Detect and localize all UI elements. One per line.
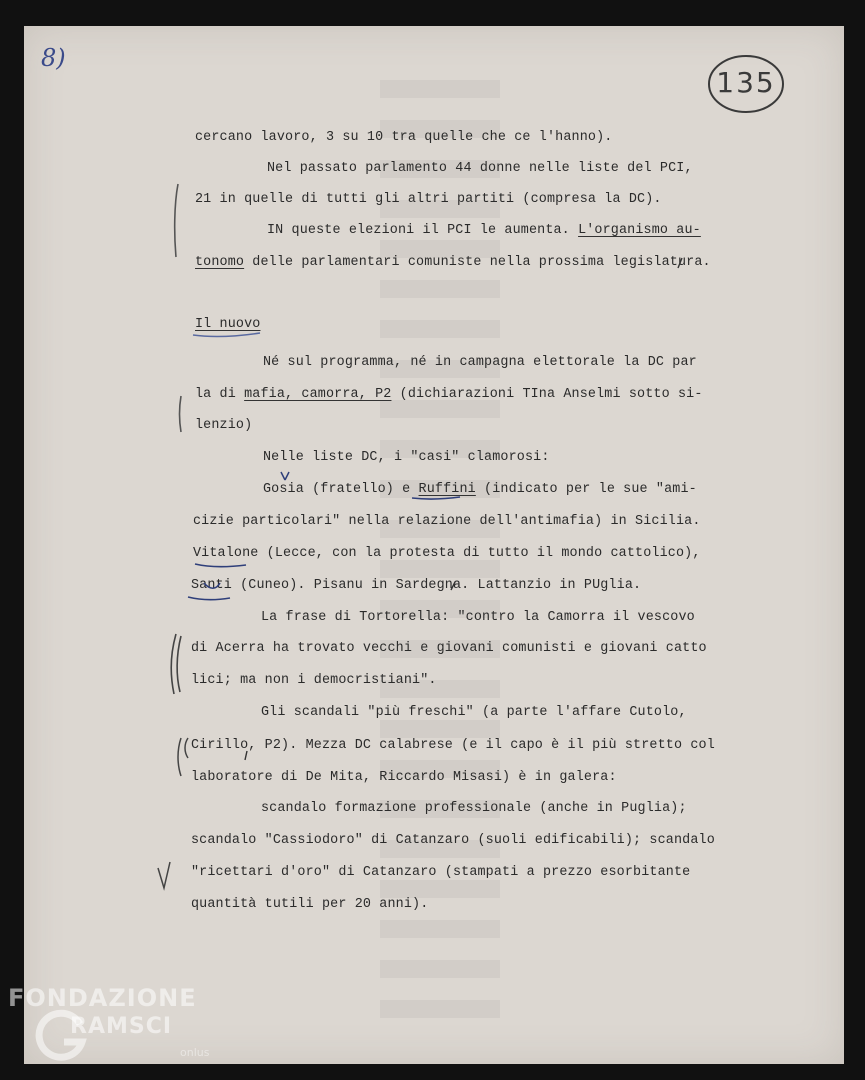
pen-underline [412, 497, 460, 499]
pen-underline [188, 597, 230, 600]
text-line: 21 in quelle di tutti gli altri partiti (compresa la DC). [195, 192, 662, 207]
watermark-line-1: FONDAZIONE [8, 984, 197, 1012]
pen-mark [245, 751, 247, 760]
pen-correction [204, 583, 220, 588]
margin-bracket-mark [178, 738, 181, 776]
text-line: Cirillo, P2). Mezza DC calabrese (e il capo è il più stretto col [191, 738, 715, 753]
pen-correction [281, 472, 289, 480]
text-line: scandalo "Cassiodoro" di Catanzaro (suoli edificabili); scandalo [191, 833, 715, 848]
text-line: IN queste elezioni il PCI le aumenta. L'organismo au- [267, 223, 701, 238]
text-line: laboratore di De Mita, Riccardo Misasi) è in galera: [191, 770, 617, 785]
underlined-text: mafia, camorra, P2 [244, 387, 392, 402]
text-line: Gli scandali "più freschi" (a parte l'affare Cutolo, [261, 705, 687, 720]
text-line: cercano lavoro, 3 su 10 tra quelle che ce l'hanno). [195, 130, 613, 145]
pen-underline [193, 333, 260, 336]
text-line: la di mafia, camorra, P2 (dichiarazioni TIna Anselmi sotto si- [195, 387, 703, 402]
handwritten-corner-mark: 8) [41, 44, 66, 72]
text-line: Né sul programma, né in campagna elettorale la DC par [263, 355, 697, 370]
text-line: Santi (Cuneo). Pisanu in Sardegna. Lattanzio in PUglia. [191, 578, 642, 593]
text-line: tonomo delle parlamentari comuniste nella prossima legislatura. [195, 255, 711, 270]
name-text: Santi [191, 578, 232, 593]
margin-bracket-mark [185, 738, 188, 758]
watermark-line-3: onlus [180, 1046, 210, 1059]
pen-mark [678, 258, 682, 268]
section-heading: Il nuovo [195, 317, 261, 332]
margin-bracket-mark [171, 634, 176, 694]
checkmark-icon [158, 862, 170, 888]
margin-bracket-mark [180, 396, 182, 432]
margin-bracket-mark [175, 184, 178, 257]
text-line: lenzio) [195, 418, 253, 433]
text-line: "ricettari d'oro" di Catanzaro (stampati a prezzo esorbitante [191, 865, 691, 880]
text-line: Nelle liste DC, i "casi" clamorosi: [263, 450, 550, 465]
underlined-text: L'organismo au- [578, 223, 701, 238]
name-text: Vitalone [193, 546, 259, 561]
text-line: cizie particolari" nella relazione dell'antimafia) in Sicilia. [193, 514, 701, 529]
text-line: Vitalone (Lecce, con la protesta di tutto il mondo cattolico), [193, 546, 701, 561]
text-line: scandalo formazione professionale (anche in Puglia); [261, 801, 687, 816]
page-number-text: 135 [716, 66, 776, 99]
watermark-logo [4, 984, 224, 1076]
pen-mark [451, 582, 455, 590]
text-line: La frase di Tortorella: "contro la Camorra il vescovo [261, 610, 695, 625]
underlined-text: tonomo [195, 255, 245, 270]
text-line: quantità tutili per 20 anni). [191, 897, 429, 912]
underlined-text: Ruffini [418, 482, 476, 497]
watermark-line-2: RAMSCI [70, 1014, 173, 1039]
text-line: Gosia (fratello) e Ruffini (indicato per le sue "ami- [263, 482, 697, 497]
text-line: di Acerra ha trovato vecchi e giovani comunisti e giovani catto [191, 641, 707, 656]
text-line: lici; ma non i democristiani". [191, 673, 437, 688]
text-line: Nel passato parlamento 44 donne nelle liste del PCI, [267, 161, 693, 176]
pen-underline [195, 564, 246, 567]
margin-bracket-mark [177, 636, 181, 692]
